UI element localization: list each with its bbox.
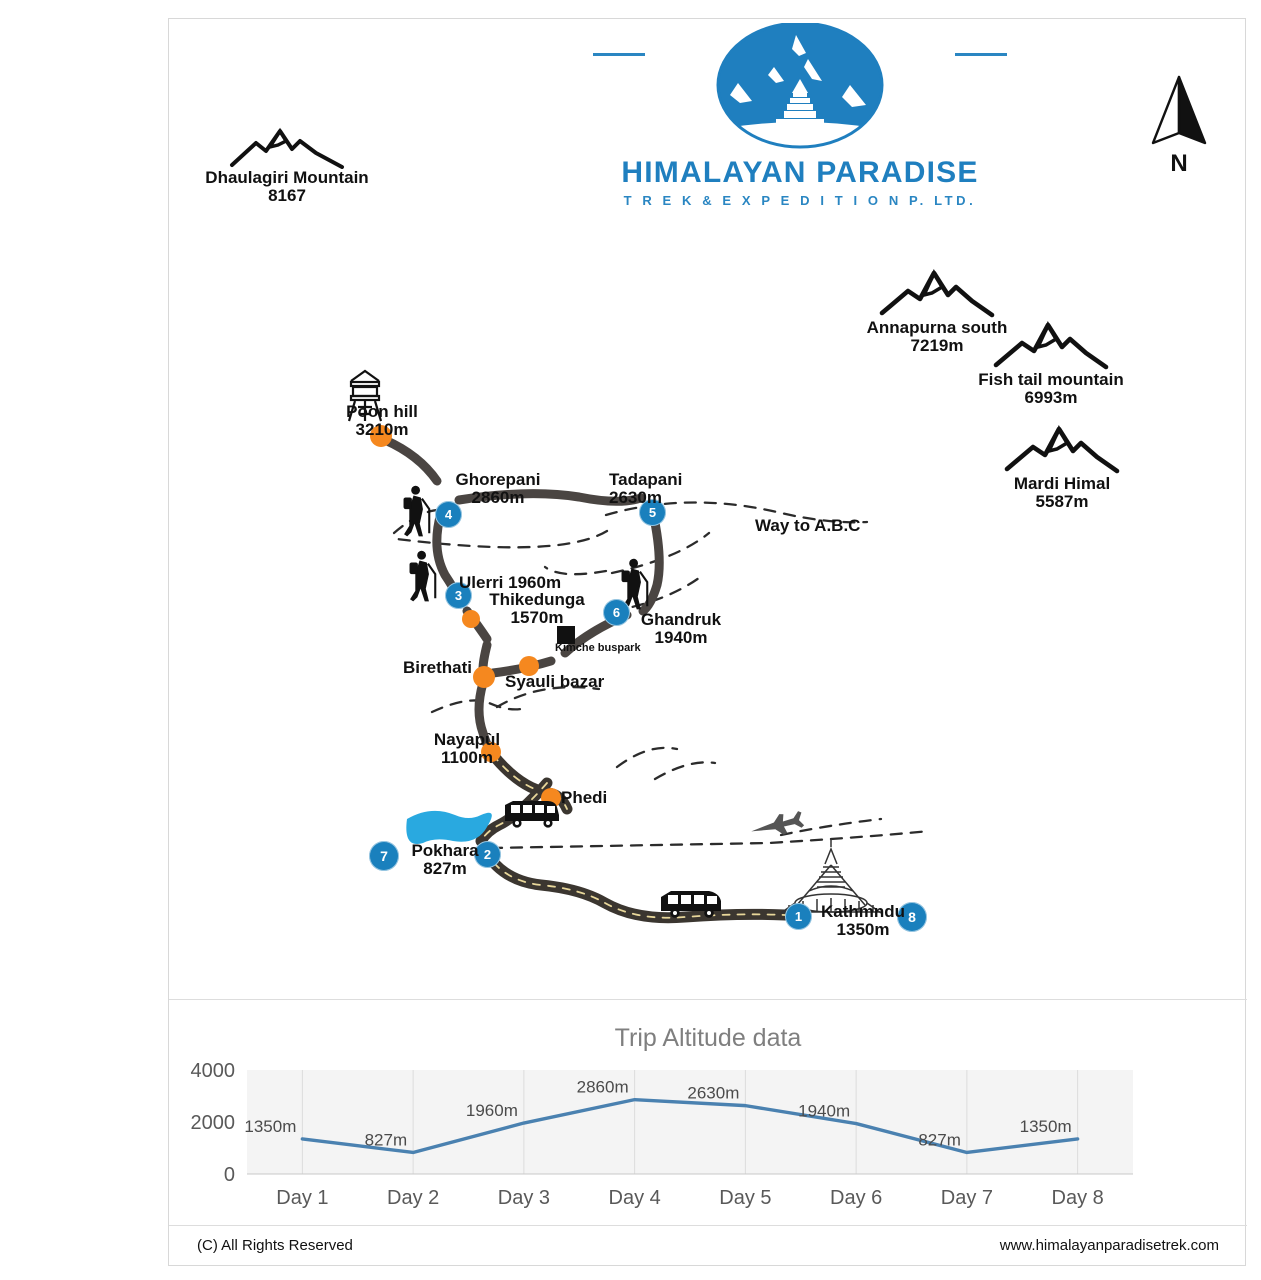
peak-altitude: 5587m	[1035, 491, 1089, 511]
chart-y-tick: 4000	[190, 1060, 235, 1082]
label-ghorepani	[423, 471, 573, 507]
marker-4-ghorepani[interactable]: 4	[435, 501, 462, 528]
place-altitude: 1940m	[654, 628, 708, 648]
label-kathmandu	[807, 903, 919, 939]
chart-x-tick: Day 8	[1051, 1187, 1104, 1209]
place-altitude: 1100m	[441, 748, 493, 768]
page-footer	[169, 1225, 1247, 1267]
chart-x-tick: Day 5	[719, 1187, 772, 1209]
chart-point-label: 1940m	[798, 1101, 851, 1121]
brand-name: HIMALAYAN PARADISE	[621, 156, 979, 189]
peak-altitude: 7219m	[910, 335, 964, 355]
marker-8-kathmandu[interactable]: 8	[897, 902, 927, 932]
chart-x-tick: Day 2	[387, 1187, 440, 1209]
chart-y-tick-labels	[191, 1060, 236, 1186]
airplane-icon	[749, 810, 805, 842]
label-kimche-buspark	[555, 643, 641, 655]
place-altitude: 1350m	[836, 920, 890, 940]
marker-5-tadapani[interactable]: 5	[639, 499, 666, 526]
peak-name: Fish tail mountain	[978, 370, 1124, 389]
marker-1-kathmandu[interactable]: 1	[785, 903, 812, 930]
route-map-canvas	[169, 19, 1247, 999]
label-phedi	[561, 789, 607, 807]
website-link[interactable]: www.himalayanparadisetrek.com	[999, 1237, 1219, 1254]
chart-x-tick: Day 7	[940, 1187, 993, 1209]
chart-title: Trip Altitude data	[614, 1024, 802, 1052]
chart-point-label: 2860m	[576, 1077, 629, 1097]
bus-icon	[505, 801, 559, 828]
marker-2-pokhara[interactable]: 2	[474, 841, 501, 868]
place-name: Syauli bazar	[505, 672, 605, 691]
place-altitude: 827m	[423, 859, 467, 879]
trip-altitude-chart	[169, 999, 1247, 1222]
chart-x-tick-labels	[276, 1187, 1104, 1209]
place-name: Ghorepani	[455, 470, 541, 489]
chart-point-label: 827m	[918, 1130, 961, 1150]
place-altitude: 1570m	[510, 608, 564, 628]
place-name: Pokhara	[411, 841, 479, 860]
place-name: Kimche buspark	[555, 642, 641, 654]
peak-name: Annapurna south	[866, 318, 1008, 337]
chart-x-tick: Day 6	[830, 1187, 883, 1209]
place-name: Nayapùl	[433, 730, 501, 749]
peak-name: Mardi Himal	[1013, 474, 1111, 493]
chart-point-label: 1960m	[465, 1101, 518, 1121]
label-nayapul	[413, 731, 521, 767]
chart-x-tick: Day 1	[276, 1187, 329, 1209]
place-name: Thikedunga	[489, 590, 585, 609]
label-way-to-abc: Way to A.B.C	[755, 516, 861, 535]
peak-altitude: 8167	[268, 185, 306, 205]
marker-7-pokhara[interactable]: 7	[369, 841, 399, 871]
peak-name: Dhaulagiri Mountain	[205, 168, 369, 187]
place-name: Kathmndu	[820, 902, 906, 921]
chart-y-tick: 0	[223, 1164, 235, 1186]
highway-road	[481, 755, 785, 918]
chart-x-tick: Day 4	[608, 1187, 661, 1209]
marker-6-ghandruk[interactable]: 6	[603, 599, 630, 626]
peak-altitude: 6993m	[1024, 387, 1078, 407]
waypoint-dot-birethati	[473, 666, 495, 688]
chart-point-label: 827m	[364, 1130, 408, 1150]
place-altitude: 3210m	[355, 420, 409, 440]
chart-x-tick: Day 3	[497, 1187, 550, 1209]
chart-canvas	[169, 1058, 1247, 1224]
map-frame	[168, 18, 1246, 1266]
chart-y-tick: 2000	[190, 1112, 235, 1134]
place-name: Ulerri 1960m	[459, 573, 562, 592]
place-name: Ghandruk	[640, 610, 722, 629]
place-name: Poon hill	[346, 402, 418, 421]
place-name: Phedi	[561, 788, 608, 807]
label-poon-hill	[319, 403, 445, 439]
place-name: Birethati	[403, 658, 472, 677]
label-tadapani	[609, 471, 682, 507]
place-altitude: 2630m	[609, 488, 662, 508]
copyright-text: (C) All Rights Reserved	[197, 1237, 353, 1254]
marker-3-ulerri[interactable]: 3	[445, 582, 472, 609]
chart-point-label: 1350m	[244, 1116, 297, 1136]
label-pokhara	[395, 842, 495, 878]
label-syauli-bazar	[505, 673, 604, 691]
label-birethati	[403, 659, 472, 677]
place-name: Tadapani	[609, 470, 683, 489]
chart-point-label: 1350m	[1019, 1116, 1072, 1136]
place-altitude: 2860m	[471, 488, 525, 508]
brand-tagline: T R E K & E X P E D I T I O N P. LTD.	[623, 192, 977, 208]
label-thikedunga	[477, 591, 597, 627]
compass-north-label: N	[1170, 150, 1188, 177]
chart-point-label: 2630m	[687, 1083, 740, 1103]
